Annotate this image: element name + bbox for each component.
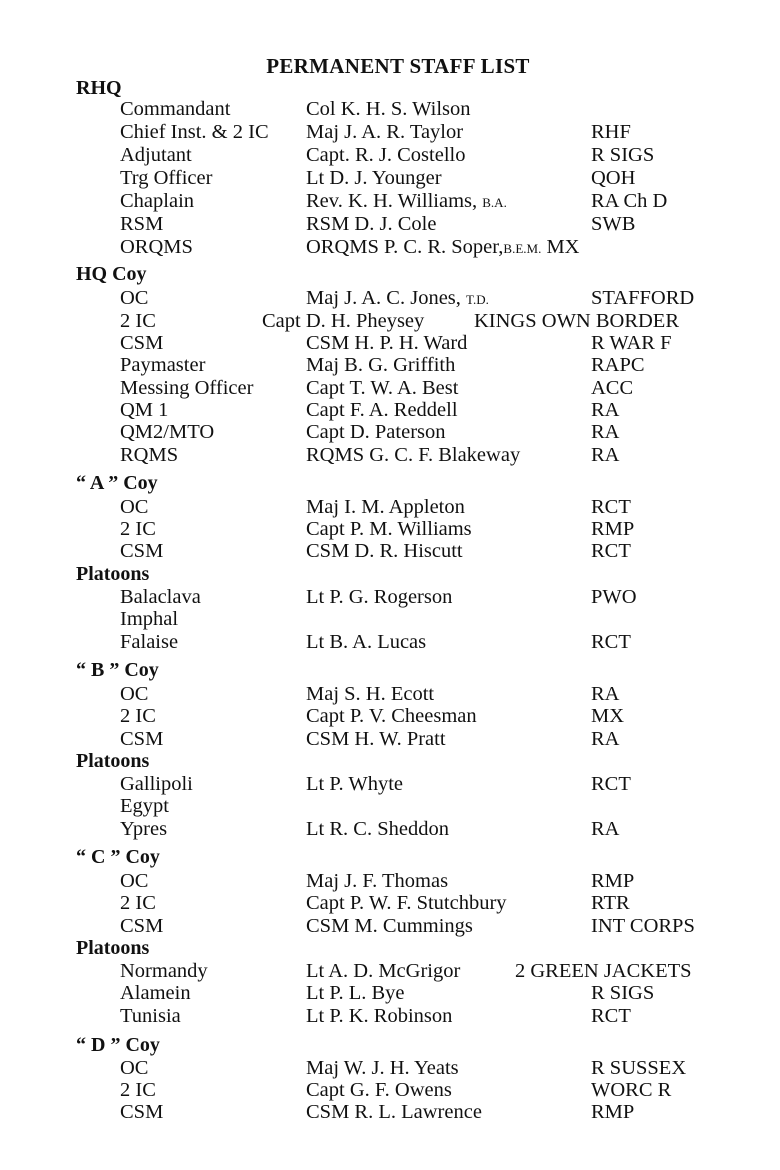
role-label: Trg Officer xyxy=(120,167,213,189)
person-name-text: Rev. K. H. Williams, xyxy=(306,190,478,212)
unit-label: KINGS OWN BORDER xyxy=(474,310,679,332)
person-name-text: Maj J. A. C. Jones, xyxy=(306,287,461,309)
table-row xyxy=(0,332,780,355)
role-label: 2 IC xyxy=(120,518,156,540)
table-row xyxy=(0,213,780,236)
unit-label: RCT xyxy=(591,496,631,518)
role-label: RQMS xyxy=(120,444,179,466)
person-name xyxy=(306,287,489,310)
role-label: OC xyxy=(120,870,149,892)
unit-label: STAFFORD xyxy=(591,287,695,309)
unit-label: ACC xyxy=(591,377,634,399)
role-label: Gallipoli xyxy=(120,773,193,795)
person-name: Capt G. F. Owens xyxy=(306,1079,452,1101)
role-label: CSM xyxy=(120,540,164,562)
role-label: OC xyxy=(120,496,149,518)
person-name: Lt P. G. Rogerson xyxy=(306,586,453,608)
role-label: Chief Inst. & 2 IC xyxy=(120,121,269,143)
table-row xyxy=(0,982,780,1005)
platoons-heading: Platoons xyxy=(76,750,150,772)
table-row xyxy=(0,870,780,893)
person-name: RSM D. J. Cole xyxy=(306,213,437,235)
person-name: Maj S. H. Ecott xyxy=(306,683,435,705)
role-label: Adjutant xyxy=(120,144,192,166)
unit-label: R SUSSEX xyxy=(591,1057,687,1079)
unit-label: RMP xyxy=(591,1101,635,1123)
table-row xyxy=(0,960,780,983)
section-heading-d-coy: “ D ” Coy xyxy=(76,1034,160,1056)
person-name: Capt. R. J. Costello xyxy=(306,144,466,166)
unit-label: PWO xyxy=(591,586,637,608)
table-row xyxy=(0,608,780,631)
person-name: Capt F. A. Reddell xyxy=(306,399,458,421)
table-row xyxy=(0,399,780,422)
person-name: RQMS G. C. F. Blakeway xyxy=(306,444,521,466)
person-name: CSM M. Cummings xyxy=(306,915,473,937)
table-row xyxy=(0,915,780,938)
person-name: Lt B. A. Lucas xyxy=(306,631,427,653)
unit-label: 2 GREEN JACKETS xyxy=(515,960,692,982)
table-row xyxy=(0,121,780,144)
role-label: 2 IC xyxy=(120,310,156,332)
person-name: CSM H. W. Pratt xyxy=(306,728,446,750)
role-label: 2 IC xyxy=(120,1079,156,1101)
unit-label: R SIGS xyxy=(591,982,655,1004)
person-name xyxy=(306,190,507,213)
table-row xyxy=(0,287,780,310)
unit-label: RA xyxy=(591,728,620,750)
table-row xyxy=(0,631,780,654)
table-row xyxy=(0,1057,780,1080)
role-label: RSM xyxy=(120,213,164,235)
person-name: Maj J. A. R. Taylor xyxy=(306,121,464,143)
person-name: Capt P. M. Williams xyxy=(306,518,472,540)
table-row xyxy=(0,236,780,259)
person-name: Capt T. W. A. Best xyxy=(306,377,459,399)
section-heading-b-coy: “ B ” Coy xyxy=(76,659,159,681)
person-name: CSM R. L. Lawrence xyxy=(306,1101,482,1123)
table-row xyxy=(0,540,780,563)
unit-label: RAPC xyxy=(591,354,645,376)
unit-label: RA xyxy=(591,399,620,421)
table-row xyxy=(0,818,780,841)
table-row xyxy=(0,683,780,706)
unit-label: SWB xyxy=(591,213,636,235)
honours-suffix: B.E.M. xyxy=(503,241,542,256)
table-row xyxy=(0,795,780,818)
table-row xyxy=(0,586,780,609)
unit-label: MX xyxy=(591,705,625,727)
role-label: CSM xyxy=(120,332,164,354)
table-row xyxy=(0,421,780,444)
table-row xyxy=(0,496,780,519)
role-label: Tunisia xyxy=(120,1005,181,1027)
role-label: OC xyxy=(120,287,149,309)
table-row xyxy=(0,728,780,751)
role-label: Commandant xyxy=(120,98,231,120)
person-name: Maj I. M. Appleton xyxy=(306,496,465,518)
unit-label: RA xyxy=(591,683,620,705)
table-row xyxy=(0,377,780,400)
unit-label: WORC R xyxy=(591,1079,672,1101)
role-label: 2 IC xyxy=(120,892,156,914)
platoons-heading: Platoons xyxy=(76,563,150,585)
honours-suffix: T.D. xyxy=(466,292,489,307)
unit-label: RCT xyxy=(591,773,631,795)
unit-label: QOH xyxy=(591,167,636,189)
table-row xyxy=(0,1005,780,1028)
unit-label: RA xyxy=(591,421,620,443)
page-title: PERMANENT STAFF LIST xyxy=(266,54,530,78)
person-name: Capt P. W. F. Stutchbury xyxy=(306,892,507,914)
person-name: CSM H. P. H. Ward xyxy=(306,332,468,354)
role-label: OC xyxy=(120,683,149,705)
role-label: QM2/MTO xyxy=(120,421,215,443)
role-label: Paymaster xyxy=(120,354,206,376)
person-name: Capt D. Paterson xyxy=(306,421,446,443)
role-label: CSM xyxy=(120,915,164,937)
table-row xyxy=(0,167,780,190)
platoons-heading: Platoons xyxy=(76,937,150,959)
person-name: Col K. H. S. Wilson xyxy=(306,98,471,120)
unit-label: MX xyxy=(546,236,580,258)
section-heading-hq-coy: HQ Coy xyxy=(76,263,147,285)
role-label: Falaise xyxy=(120,631,179,653)
role-label: Normandy xyxy=(120,960,208,982)
unit-label: RMP xyxy=(591,870,635,892)
role-label: Ypres xyxy=(120,818,168,840)
role-label: CSM xyxy=(120,728,164,750)
role-label: CSM xyxy=(120,1101,164,1123)
unit-label: RCT xyxy=(591,631,631,653)
role-label: ORQMS xyxy=(120,236,193,258)
role-label: Imphal xyxy=(120,608,179,630)
person-name: Maj J. F. Thomas xyxy=(306,870,449,892)
table-row xyxy=(0,190,780,213)
person-name: Lt R. C. Sheddon xyxy=(306,818,449,840)
person-name: Capt P. V. Cheesman xyxy=(306,705,477,727)
unit-label: RCT xyxy=(591,540,631,562)
unit-label: RTR xyxy=(591,892,630,914)
table-row xyxy=(0,444,780,467)
person-name: Capt D. H. Pheysey xyxy=(262,310,425,332)
table-row xyxy=(0,98,780,121)
role-label: OC xyxy=(120,1057,149,1079)
unit-label: RA xyxy=(591,444,620,466)
table-row xyxy=(0,310,780,333)
unit-label: RA Ch D xyxy=(591,190,668,212)
role-label: 2 IC xyxy=(120,705,156,727)
unit-label: RMP xyxy=(591,518,635,540)
section-heading-a-coy: “ A ” Coy xyxy=(76,472,158,494)
person-name: Lt A. D. McGrigor xyxy=(306,960,461,982)
unit-label: RA xyxy=(591,818,620,840)
person-name: Lt P. Whyte xyxy=(306,773,403,795)
unit-label: RHF xyxy=(591,121,631,143)
unit-label: INT CORPS xyxy=(591,915,695,937)
role-label: Chaplain xyxy=(120,190,195,212)
role-label: Egypt xyxy=(120,795,169,817)
section-heading-c-coy: “ C ” Coy xyxy=(76,846,160,868)
role-label: Messing Officer xyxy=(120,377,254,399)
table-row xyxy=(0,1079,780,1102)
honours-suffix: B.A. xyxy=(482,195,507,210)
table-row xyxy=(0,773,780,796)
role-label: QM 1 xyxy=(120,399,169,421)
role-label: Balaclava xyxy=(120,586,201,608)
table-row xyxy=(0,1101,780,1124)
person-name: Lt P. K. Robinson xyxy=(306,1005,453,1027)
person-name: Lt D. J. Younger xyxy=(306,167,442,189)
person-name: Maj W. J. H. Yeats xyxy=(306,1057,459,1079)
table-row xyxy=(0,518,780,541)
person-name: Lt P. L. Bye xyxy=(306,982,405,1004)
person-name xyxy=(306,236,580,259)
section-heading-rhq: RHQ xyxy=(76,77,122,99)
unit-label: R SIGS xyxy=(591,144,655,166)
table-row xyxy=(0,892,780,915)
role-label: Alamein xyxy=(120,982,191,1004)
table-row xyxy=(0,705,780,728)
unit-label: RCT xyxy=(591,1005,631,1027)
table-row xyxy=(0,354,780,377)
unit-label: R WAR F xyxy=(591,332,672,354)
person-name: Maj B. G. Griffith xyxy=(306,354,456,376)
person-name: CSM D. R. Hiscutt xyxy=(306,540,463,562)
table-row xyxy=(0,144,780,167)
person-name-text: ORQMS P. C. R. Soper, xyxy=(306,236,504,258)
